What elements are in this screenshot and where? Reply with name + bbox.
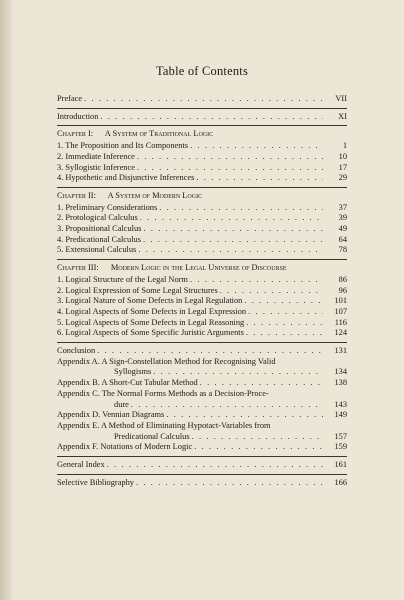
toc-entry: 4. Logical Aspects of Some Defects in Legal Expression . . . 107 — [57, 307, 347, 318]
toc-entry: 2. Protological Calculus . . . 39 — [57, 213, 347, 224]
chapter-heading-1: Chapter I: A System of Traditional Logic — [57, 129, 214, 139]
toc-entry: 3. Syllogistic Inference . . . 17 — [57, 163, 347, 174]
page-gutter-shadow — [0, 0, 14, 600]
toc-entry-appendix-b: Appendix B. A Short-Cut Tabular Method . . . 138 — [57, 378, 347, 389]
divider — [57, 259, 347, 260]
toc-entry-introduction: Introduction . . . XI — [57, 112, 347, 123]
divider — [57, 187, 347, 188]
toc-entry-conclusion: Conclusion . . . 131 — [57, 346, 347, 357]
toc-entry-preface: Preface . . . VII — [57, 94, 347, 105]
toc-entry-appendix-e: Appendix E. A Method of Eliminating Hypotact-Variables from — [57, 420, 271, 430]
toc-entry-appendix-e-cont: Predicational Calculus . . . 157 — [57, 432, 347, 443]
divider — [57, 474, 347, 475]
toc-entry: 1. Preliminary Considerations . . . 37 — [57, 203, 347, 214]
toc-entry-appendix-c: Appendix C. The Normal Forms Methods as a Decision-Proce- — [57, 388, 269, 398]
divider — [57, 125, 347, 126]
toc-entry: 6. Logical Aspects of Some Specific Juristic Arguments . . . 124 — [57, 328, 347, 339]
toc-entry-appendix-a: Appendix A. A Sign-Constellation Method for Recognising Valid — [57, 356, 276, 366]
toc-entry-appendix-d: Appendix D. Vennian Diagrams . . . 149 — [57, 410, 347, 421]
table-of-contents — [57, 94, 347, 489]
divider — [57, 456, 347, 457]
toc-entry: 1. The Proposition and Its Components . . . 1 — [57, 141, 347, 152]
chapter-heading-2: Chapter II: A System of Modern Logic — [57, 190, 203, 200]
toc-entry: 4. Hypothetic and Disjunctive Inferences . . . 29 — [57, 173, 347, 184]
chapter-heading-3: Chapter III: Modern Logic in the Legal Universe of Discourse — [57, 263, 287, 273]
toc-entry-general-index: General Index . . . 161 — [57, 460, 347, 471]
toc-entry: 3. Propositional Calculus . . . 49 — [57, 224, 347, 235]
toc-entry: 3. Logical Nature of Some Defects in Legal Regulation . . . 101 — [57, 296, 347, 307]
toc-entry: 1. Logical Structure of the Legal Norm . . . 86 — [57, 275, 347, 286]
toc-entry-appendix-c-cont: dure . . . 143 — [57, 400, 347, 411]
toc-entry-appendix-f: Appendix F. Notations of Modern Logic . . . 159 — [57, 442, 347, 453]
divider — [57, 108, 347, 109]
toc-entry-appendix-a-cont: Syllogisms . . . 134 — [57, 367, 347, 378]
toc-entry: 5. Logical Aspects of Some Defects in Legal Reasoning . . . 116 — [57, 318, 347, 329]
toc-entry: 2. Immediate Inference . . . 10 — [57, 152, 347, 163]
page-title: Table of Contents — [155, 64, 249, 78]
divider — [57, 342, 347, 343]
toc-entry: 2. Logical Expression of Some Legal Structures . . . 96 — [57, 286, 347, 297]
toc-entry-bibliography: Selective Bibliography . . . 166 — [57, 478, 347, 489]
toc-entry: 4. Predicational Calculus . . . 64 — [57, 235, 347, 246]
toc-entry: 5. Extensional Calculus . . . 78 — [57, 245, 347, 256]
